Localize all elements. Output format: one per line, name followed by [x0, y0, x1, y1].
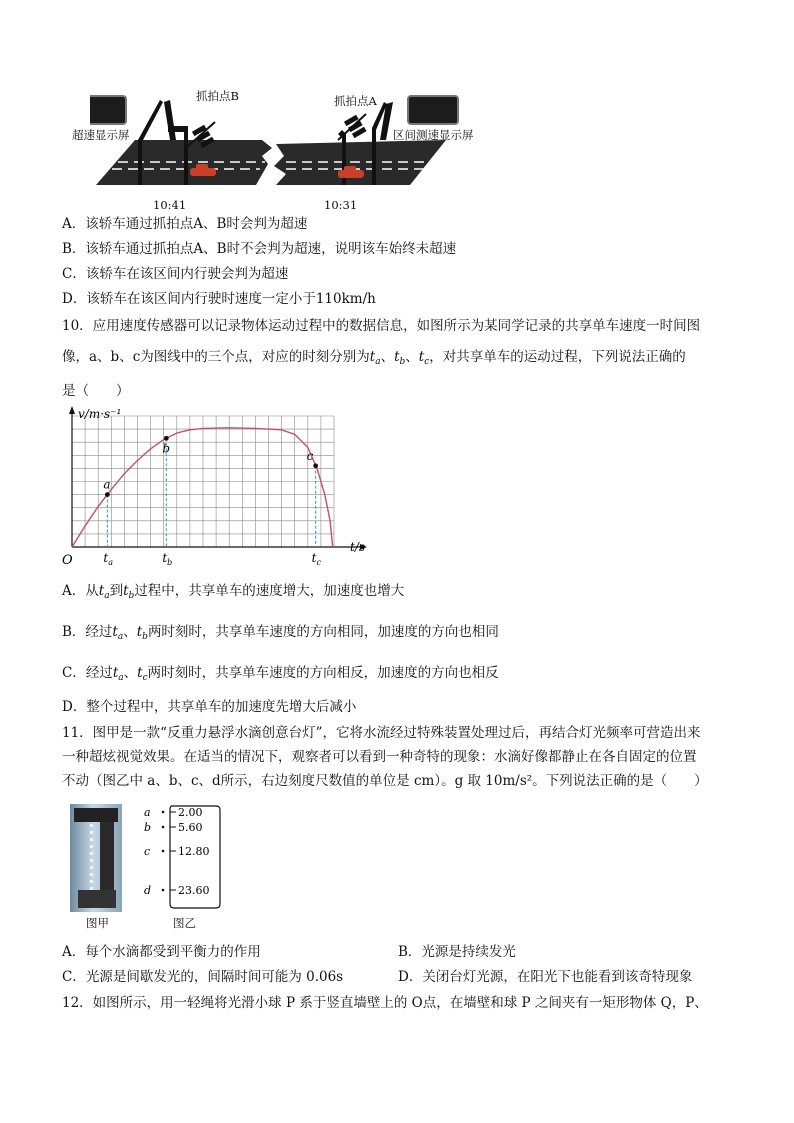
time-left: 10:41: [153, 198, 187, 212]
fig-left-caption: 图甲: [86, 916, 109, 930]
lamp-photo: [70, 804, 122, 912]
point-label-b: b: [162, 441, 171, 456]
tick-a: $t_a$: [103, 551, 113, 567]
scale-value-a: 2.00: [178, 806, 203, 819]
origin-label: O: [62, 553, 73, 568]
tick-b: $t_b$: [162, 551, 173, 567]
point-a: [105, 492, 110, 497]
chart-grid: [72, 416, 334, 547]
q11-option-c: C．光源是间歇发光的，间隔时间可能为 0.06s: [62, 969, 344, 985]
scale-letter-d: d: [144, 884, 152, 897]
point-b: [164, 436, 169, 441]
scale-value-c: 12.80: [178, 845, 210, 858]
q10-option-c: C．经过$t_a$、$t_c$两时刻时，共享单车速度的方向相反，加速度的方向也相反: [62, 665, 499, 683]
droplet-a: [162, 811, 165, 814]
y-axis-label: v/m·s⁻¹: [78, 407, 122, 421]
scale-value-b: 5.60: [178, 821, 203, 834]
point-label-a: a: [103, 477, 111, 492]
y-axis-arrow: [69, 406, 75, 414]
q9-option-d: D．该轿车在该区间内行驶时速度一定小于110km/h: [62, 291, 376, 307]
q10-stem-line2: 像，a、b、c为图线中的三个点，对应的时刻分别为$t_a$、$t_b$、$t_c$，对共享单车的运动过程，下列说法正确的: [62, 349, 686, 367]
q11-option-d: D．关闭台灯光源，在阳光下也能看到该奇特现象: [398, 969, 693, 985]
scale-letter-a: a: [144, 806, 151, 819]
q11-option-a: A．每个水滴都受到平衡力的作用: [62, 944, 261, 960]
camera-b-label: 抓拍点B: [196, 89, 239, 103]
droplet-c: [162, 850, 165, 853]
scale-letter-c: c: [144, 845, 151, 858]
q10-stem-line1: 10．应用速度传感器可以记录物体运动过程中的数据信息，如图所示为某同学记录的共享单车速度一时间图: [62, 318, 701, 334]
droplet-d: [162, 889, 165, 892]
camera-a-icon: [338, 114, 367, 140]
speed-camera-figure: [90, 88, 460, 218]
point-label-c: c: [306, 448, 314, 463]
scale-figure: [140, 804, 230, 914]
overspeed-screen: [90, 96, 126, 124]
q9-option-b: B．该轿车通过抓拍点A、B时不会判为超速，说明该车始终未超速: [62, 241, 457, 257]
q10-option-a: A．从$t_a$到$t_b$过程中，共享单车的速度增大，加速度也增大: [62, 583, 405, 601]
q10-option-d: D．整个过程中，共享单车的加速度先增大后减小: [62, 699, 357, 715]
q9-option-c: C．该轿车在该区间内行驶会判为超速: [62, 266, 289, 282]
q11-stem-line1: 11．图甲是一款“反重力悬浮水滴创意台灯”，它将水流经过特殊装置处理过后，再结合灯光频率可营造出来: [62, 725, 701, 741]
average-speed-screen: [408, 96, 458, 124]
q10-option-b: B．经过$t_a$、$t_b$两时刻时，共享单车速度的方向相同，加速度的方向也相同: [62, 624, 499, 642]
tick-c: $t_c$: [311, 551, 321, 567]
q9-option-a: A．该轿车通过抓拍点A、B时会判为超速: [62, 216, 308, 232]
q12-stem-line1: 12．如图所示，用一轻绳将光滑小球 P 系于竖直墙壁上的 O点，在墙壁和球 P 之间夹有一矩形物体 Q，P、: [62, 995, 708, 1011]
q11-option-b: B．光源是持续发光: [398, 944, 516, 960]
time-right: 10:31: [324, 198, 358, 212]
q10-stem-line3: 是（ ）: [62, 383, 130, 399]
average-speed-screen-label: 区间测速显示屏: [393, 128, 474, 142]
fig-right-caption: 图乙: [173, 916, 196, 930]
velocity-time-chart: [60, 404, 380, 570]
point-c: [313, 463, 318, 468]
x-axis-label: t/s: [350, 540, 366, 554]
overspeed-screen-label: 超速显示屏: [72, 128, 130, 142]
camera-a-label: 抓拍点A: [334, 94, 377, 108]
scale-letter-b: b: [144, 821, 152, 834]
q11-stem-line3: 不动（图乙中 a、b、c、d所示，右边刻度尺数值的单位是 cm）。g 取 10m/s²。下列说法正确的是（ ）: [62, 773, 708, 789]
q11-stem-line2: 一种超炫视觉效果。在适当的情况下，观察者可以看到一种奇特的现象：水滴好像都静止在各自固定的位置: [62, 749, 697, 765]
scale-value-d: 23.60: [178, 884, 210, 897]
droplet-b: [162, 826, 165, 829]
